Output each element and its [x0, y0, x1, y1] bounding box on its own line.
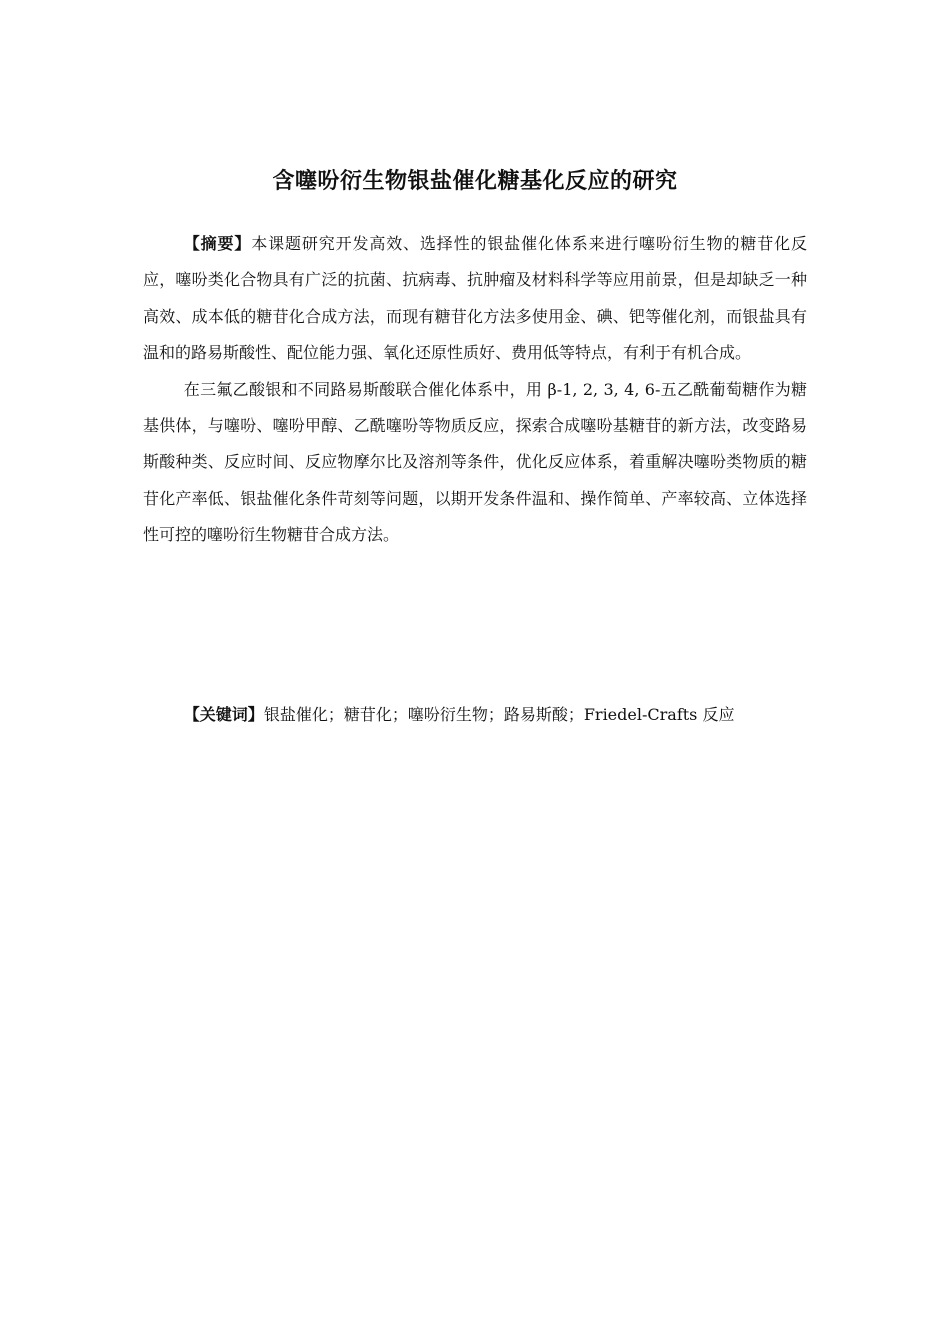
abstract-text-1: 本课题研究开发高效、选择性的银盐催化体系来进行噻吩衍生物的糖苷化反应，噻吩类化合物具有广泛的抗菌、抗病毒、抗肿瘤及材料科学等应用前景，但是却缺乏一种高效、成本低的糖苷化合成方法，而现有糖苷化方法多使用金、碘、钯等催化剂，而银盐具有温和的路易斯酸性、配位能力强、氧化还原性质好、费用低等特点，有利于有机合成。: [143, 234, 807, 363]
abstract-paragraph-1: [143, 226, 807, 372]
document-title: 含噻吩衍生物银盐催化糖基化反应的研究: [272, 168, 678, 194]
abstract-section: [143, 226, 807, 554]
keywords-label: 【关键词】: [183, 705, 264, 724]
keywords-section: [143, 697, 807, 733]
abstract-label: 【摘要】: [183, 234, 252, 253]
abstract-paragraph-2: 在三氟乙酸银和不同路易斯酸联合催化体系中，用 β-1, 2, 3, 4, 6-五乙酰葡萄糖作为糖基供体，与噻吩、噻吩甲醇、乙酰噻吩等物质反应，探索合成噻吩基糖苷的新方法，改变路易斯酸种类、反应时间、反应物摩尔比及溶剂等条件，优化反应体系，着重解决噻吩类物质的糖苷化产率低、银盐催化条件苛刻等问题，以期开发条件温和、操作简单、产率较高、立体选择性可控的噻吩衍生物糖苷合成方法。: [143, 379, 807, 545]
keywords-text: 银盐催化；糖苷化；噻吩衍生物；路易斯酸；Friedel-Crafts 反应: [263, 705, 735, 724]
keywords-paragraph: [143, 697, 807, 733]
